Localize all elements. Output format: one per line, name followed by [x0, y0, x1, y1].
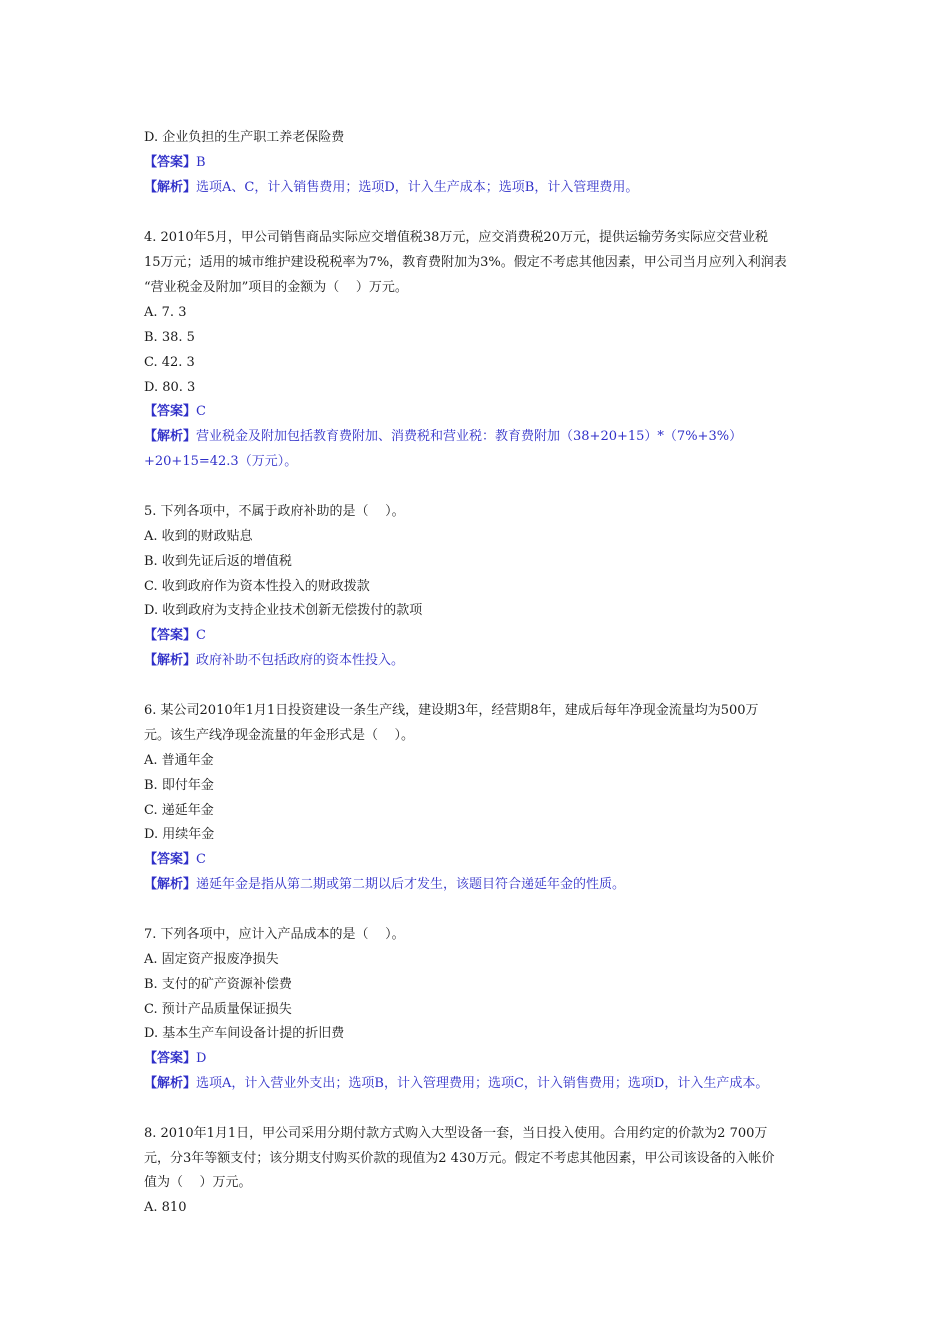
explanation-label: 【解析】: [144, 653, 197, 668]
q5-stem: 5. 下列各项中，不属于政府补助的是（ ）。: [144, 504, 405, 519]
answer-label: 【答案】: [144, 628, 197, 643]
q5-explanation-line: [144, 652, 404, 670]
q6-option-c: C. 递延年金: [144, 803, 214, 818]
answer-value: C: [196, 404, 206, 419]
q7-option-c: C. 预计产品质量保证损失: [144, 1002, 292, 1017]
q7-option-a: A. 固定资产报废净损失: [144, 952, 279, 967]
q6-option-a: A. 普通年金: [144, 753, 214, 768]
q6-answer-line: [144, 851, 206, 869]
explanation-label: 【解析】: [144, 429, 197, 444]
q4-stem-line-2: 15万元；适用的城市维护建设税税率为7%，教育费附加为3%。假定不考虑其他因素，甲公司当月应列入利润表: [144, 255, 787, 270]
q7-option-b: B. 支付的矿产资源补偿费: [144, 977, 292, 992]
q8-stem-line-2: 元，分3年等额支付；该分期支付购买价款的现值为2 430万元。假定不考虑其他因素，甲公司该设备的入帐价: [144, 1151, 775, 1166]
q4-stem-line-3: “营业税金及附加”项目的金额为（ ）万元。: [144, 280, 408, 295]
q4-explanation-line-1: [144, 428, 742, 446]
answer-value: C: [196, 852, 206, 867]
explanation-text: 选项A，计入营业外支出；选项B，计入管理费用；选项C，计入销售费用；选项D，计入生产成本。: [196, 1076, 769, 1091]
q6-stem-line-1: 6. 某公司2010年1月1日投资建设一条生产线，建设期3年，经营期8年，建成后每年净现金流量均为500万: [144, 703, 759, 718]
q4-answer-line: [144, 403, 206, 421]
explanation-text: 政府补助不包括政府的资本性投入。: [196, 653, 405, 668]
answer-label: 【答案】: [144, 155, 197, 170]
q8-stem-line-3: 值为（ ）万元。: [144, 1175, 252, 1190]
answer-label: 【答案】: [144, 852, 197, 867]
q6-option-d: D. 用续年金: [144, 827, 215, 842]
q7-answer-line: [144, 1050, 206, 1068]
q5-option-a: A. 收到的财政贴息: [144, 529, 253, 544]
q4-option-a: A. 7. 3: [144, 305, 187, 320]
q5-option-c: C. 收到政府作为资本性投入的财政拨款: [144, 579, 370, 594]
q5-answer-line: [144, 627, 206, 645]
explanation-label: 【解析】: [144, 877, 197, 892]
answer-value: C: [196, 628, 206, 643]
answer-label: 【答案】: [144, 404, 197, 419]
q8-option-a: A. 810: [144, 1200, 187, 1215]
explanation-text: 选项A、C，计入销售费用；选项D，计入生产成本；选项B，计入管理费用。: [196, 180, 639, 195]
explanation-text: 营业税金及附加包括教育费附加、消费税和营业税：教育费附加（38+20+15）*（7%+3%）: [196, 429, 743, 444]
q3-option-d: D. 企业负担的生产职工养老保险费: [144, 130, 345, 145]
answer-label: 【答案】: [144, 1051, 197, 1066]
explanation-text: 递延年金是指从第二期或第二期以后才发生，该题目符合递延年金的性质。: [196, 877, 626, 892]
answer-value: B: [196, 155, 206, 170]
q4-stem-line-1: 4. 2010年5月，甲公司销售商品实际应交增值税38万元，应交消费税20万元，提供运输劳务实际应交营业税: [144, 230, 768, 245]
explanation-label: 【解析】: [144, 1076, 197, 1091]
q4-option-b: B. 38. 5: [144, 330, 195, 345]
q6-explanation-line: [144, 876, 625, 894]
answer-value: D: [196, 1051, 207, 1066]
q4-option-c: C. 42. 3: [144, 355, 195, 370]
explanation-text: +20+15=42.3（万元）。: [144, 454, 298, 469]
q8-stem-line-1: 8. 2010年1月1日，甲公司采用分期付款方式购入大型设备一套，当日投入使用。合用约定的价款为2 700万: [144, 1126, 768, 1141]
explanation-label: 【解析】: [144, 180, 197, 195]
q3-answer-line: [144, 154, 206, 172]
q3-explanation-line: [144, 179, 638, 197]
q5-option-b: B. 收到先证后返的增值税: [144, 554, 292, 569]
q4-explanation-line-2: [144, 453, 297, 471]
q5-option-d: D. 收到政府为支持企业技术创新无偿拨付的款项: [144, 603, 423, 618]
q6-stem-line-2: 元。该生产线净现金流量的年金形式是（ ）。: [144, 728, 415, 743]
q7-option-d: D. 基本生产车间设备计提的折旧费: [144, 1026, 345, 1041]
q6-option-b: B. 即付年金: [144, 778, 214, 793]
q7-stem: 7. 下列各项中，应计入产品成本的是（ ）。: [144, 927, 405, 942]
q7-explanation-line: [144, 1075, 768, 1093]
q4-option-d: D. 80. 3: [144, 380, 196, 395]
